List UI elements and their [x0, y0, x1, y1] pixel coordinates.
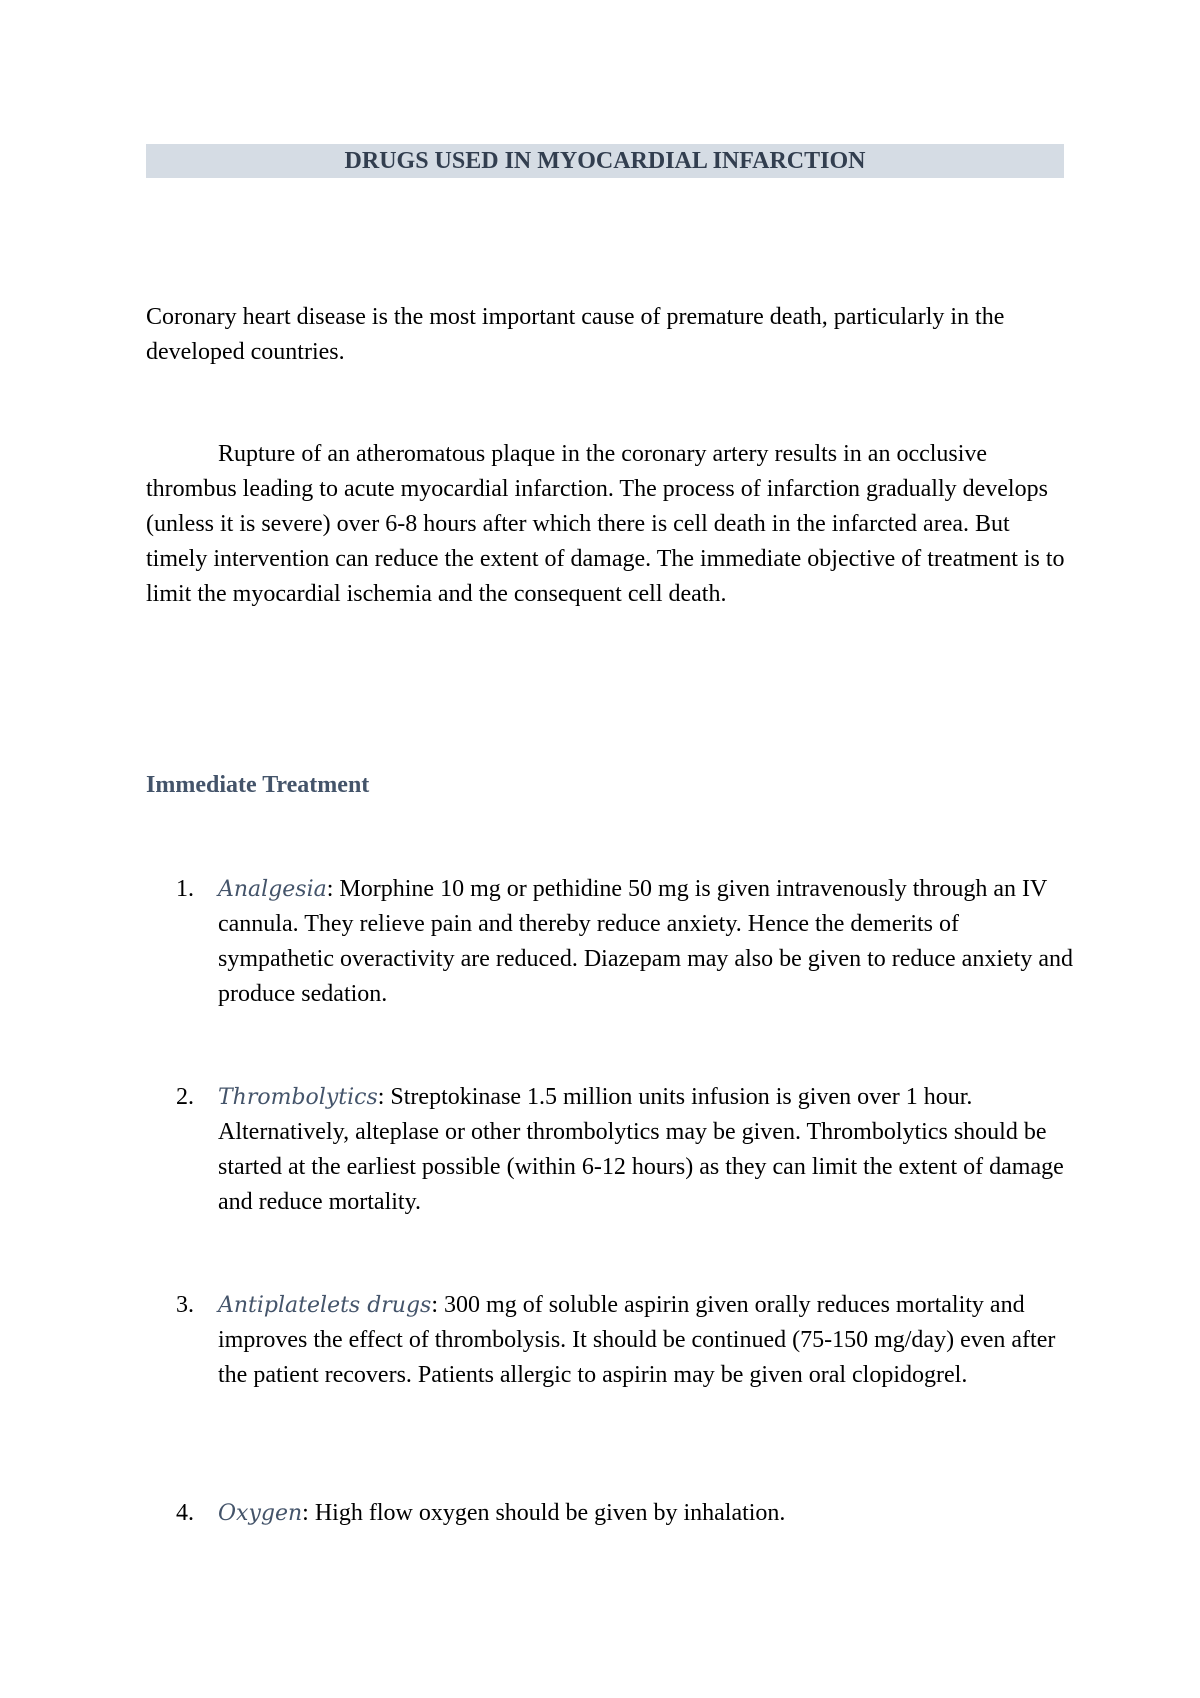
- list-item-text: : High flow oxygen should be given by inhalation.: [302, 1500, 786, 1526]
- title-bar: [146, 144, 1064, 178]
- list-item-term: Antiplatelets drugs: [218, 1293, 432, 1318]
- list-item-body: [218, 1080, 1076, 1220]
- document-title: DRUGS USED IN MYOCARDIAL INFARCTION: [344, 148, 866, 174]
- list-item-body: [218, 1496, 1076, 1531]
- list-item-number: 2.: [176, 1084, 194, 1110]
- list-item-number: 1.: [176, 876, 194, 902]
- list-item-term: Oxygen: [218, 1501, 303, 1526]
- pathophysiology-paragraph: Rupture of an atheromatous plaque in the coronary artery results in an occlusive thrombus leading to acute myocardial infarction. The process of infarction gradually develops (unless it is severe) over 6-8 hours after which there is cell death in the infarcted area. But timely intervention can reduce the extent of damage. The immediate objective of treatment is to limit the myocardial ischemia and the consequent cell death.: [146, 441, 1065, 607]
- list-item-text: : Morphine 10 mg or pethidine 50 mg is given intravenously through an IV cannula. They relieve pain and thereby reduce anxiety. Hence the demerits of sympathetic overactivity are reduced. Diazepam may also be given to reduce anxiety and produce sedation.: [218, 876, 1073, 1007]
- list-item-body: [218, 872, 1076, 1012]
- list-item-text: : 300 mg of soluble aspirin given orally reduces mortality and improves the effect of thrombolysis. It should be continued (75-150 mg/day) even after the patient recovers. Patients allergic to aspirin may be given oral clopidogrel.: [218, 1292, 1056, 1388]
- list-item-term: Analgesia: [218, 877, 327, 902]
- list-item: [146, 872, 1076, 1012]
- list-item-number: 3.: [176, 1292, 194, 1318]
- list-item-term: Thrombolytics: [218, 1085, 378, 1110]
- list-item-body: [218, 1288, 1076, 1393]
- intro-paragraph: Coronary heart disease is the most important cause of premature death, particularly in the developed countries.: [146, 304, 1005, 365]
- list-item: [146, 1288, 1076, 1393]
- section-heading: Immediate Treatment: [146, 772, 370, 798]
- list-item: [146, 1080, 1076, 1220]
- list-item: [146, 1496, 1076, 1531]
- list-item-text: : Streptokinase 1.5 million units infusion is given over 1 hour. Alternatively, alteplase or other thrombolytics may be given. Thrombolytics should be started at the earliest possible (within 6-12 hours) as they can limit the extent of damage and reduce mortality.: [218, 1084, 1064, 1215]
- list-item-number: 4.: [176, 1500, 194, 1526]
